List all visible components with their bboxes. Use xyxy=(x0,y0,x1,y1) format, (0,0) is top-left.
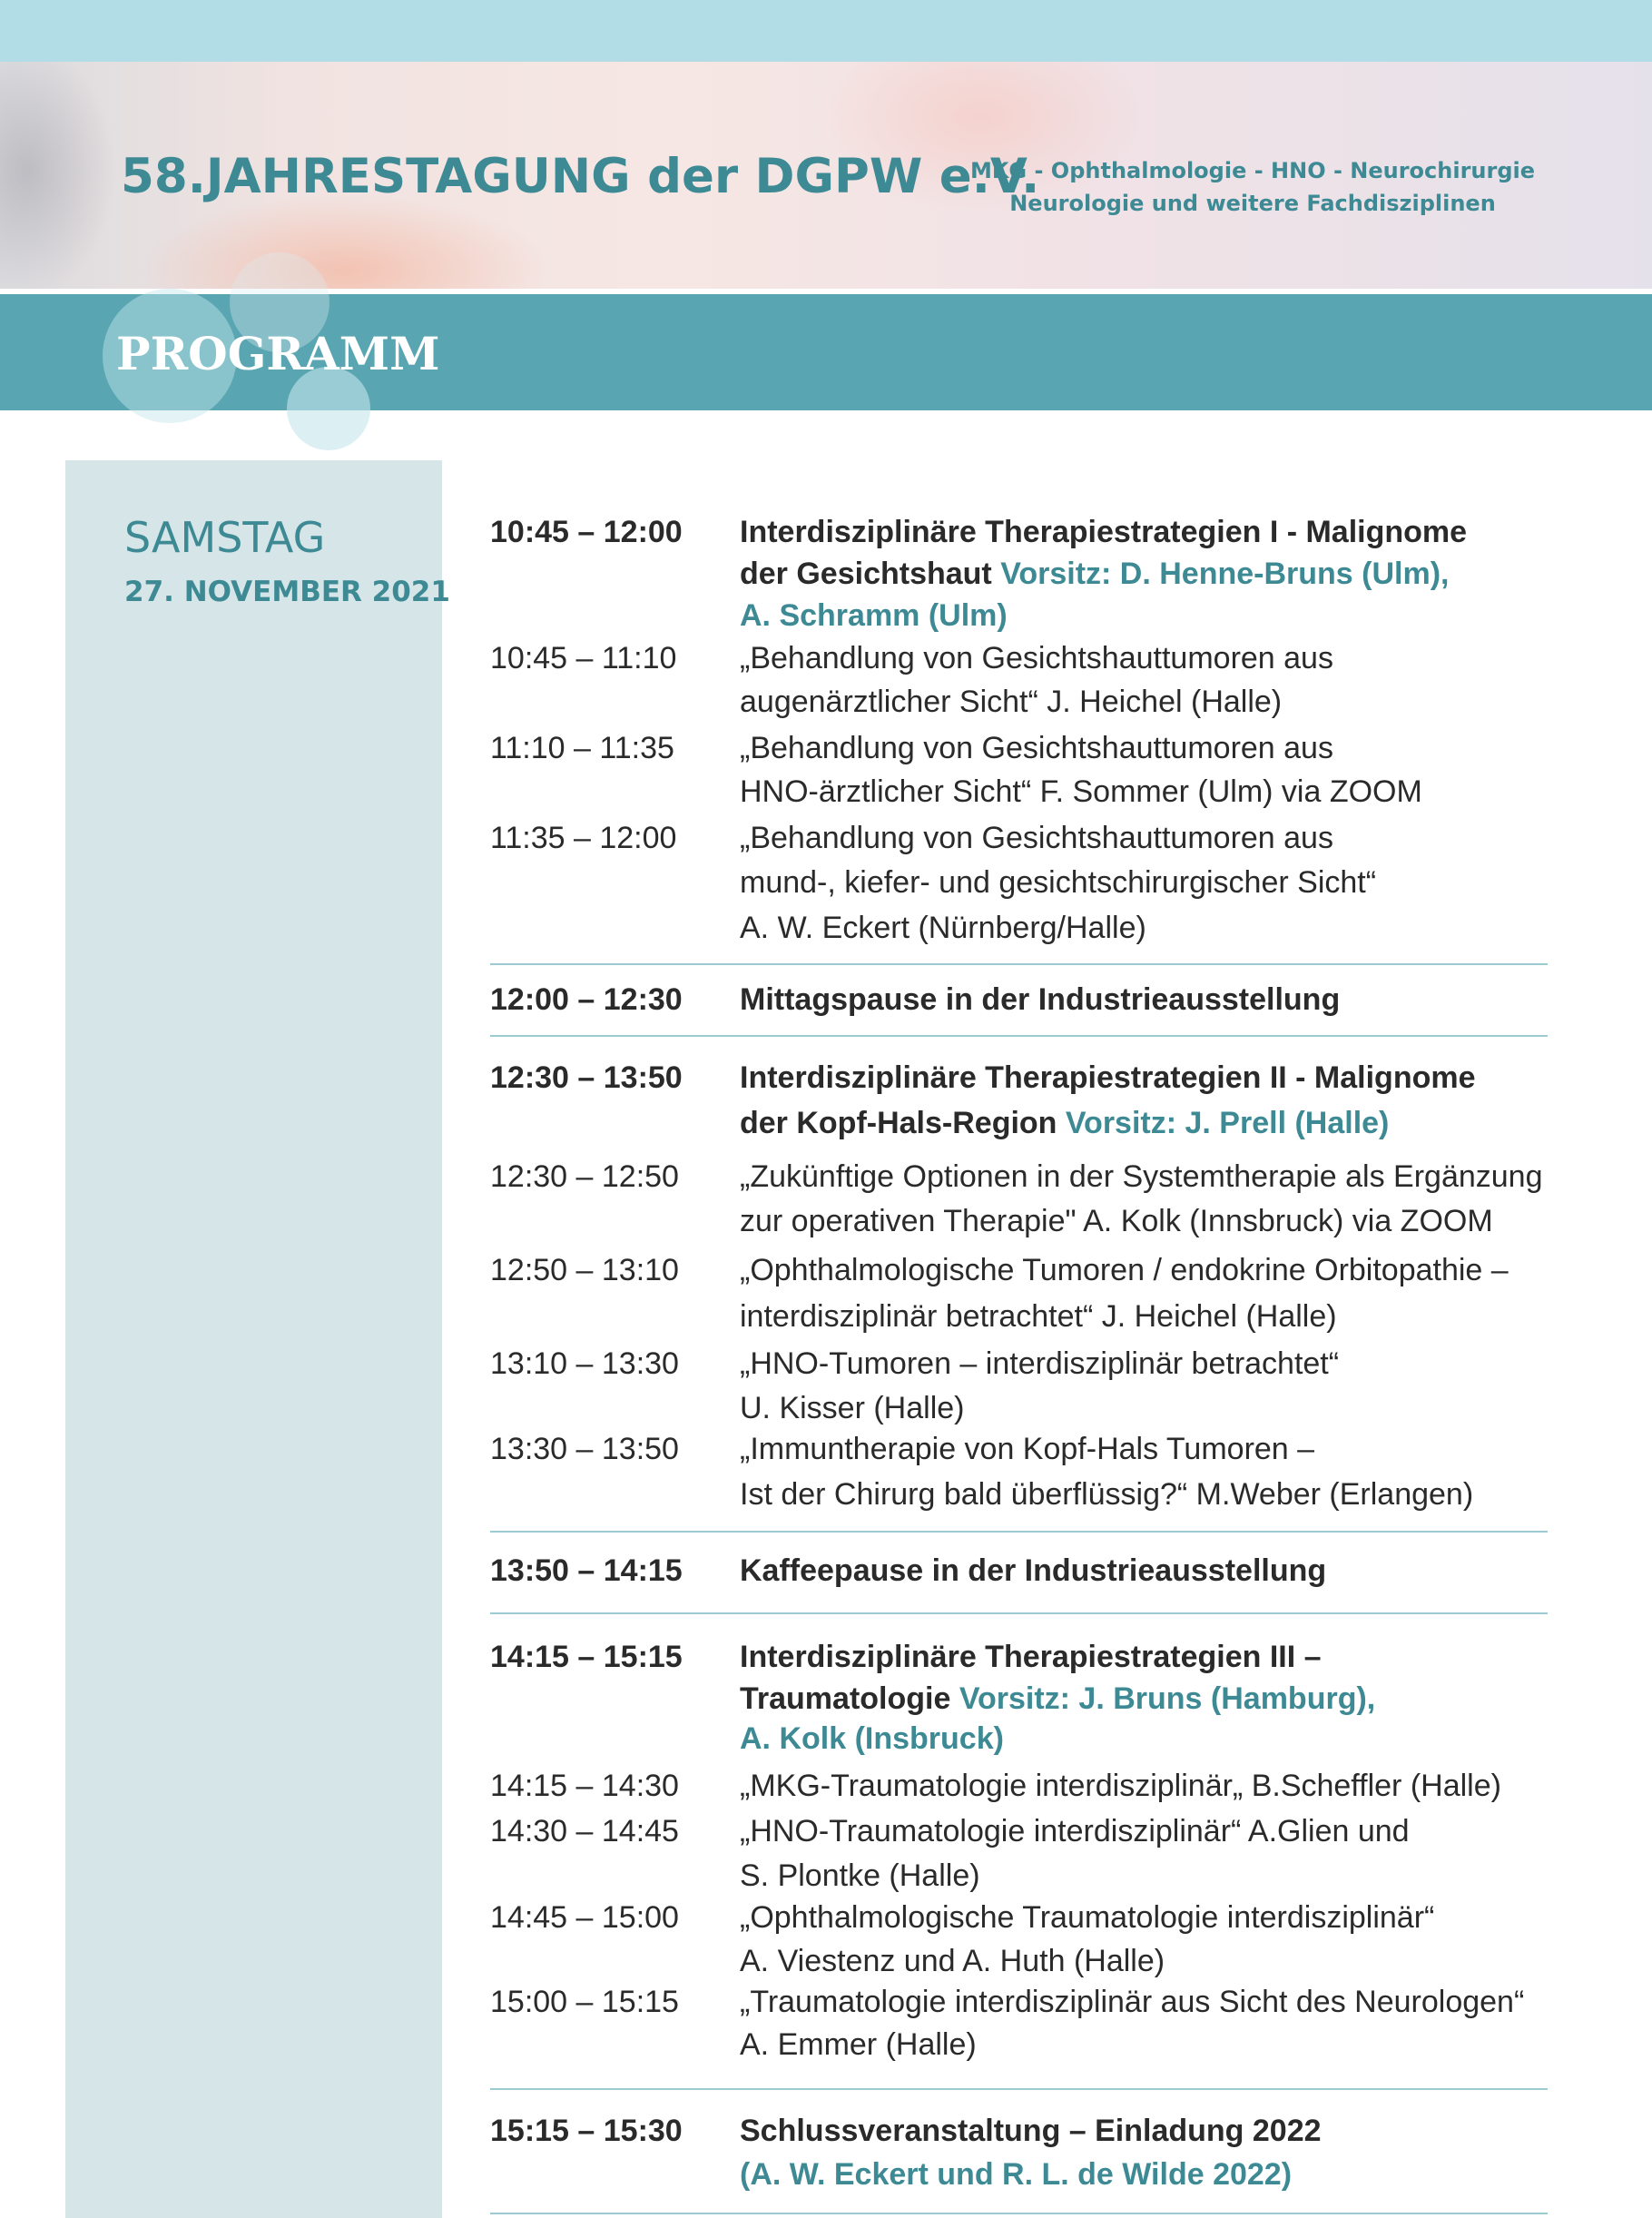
talk-text: „Traumatologie interdisziplinär aus Sicht des Neurologen“ xyxy=(740,1985,1525,2019)
talk-time: 12:30 – 12:50 xyxy=(490,1159,679,1194)
talk-text: A. Emmer (Halle) xyxy=(740,2027,977,2062)
session-chair-cont: A. Schramm (Ulm) xyxy=(740,598,1008,633)
divider xyxy=(490,2213,1548,2214)
talk-text: „Zukünftige Optionen in der Systemtherapie als Ergänzung xyxy=(740,1159,1543,1194)
talk-text: „MKG-Traumatologie interdisziplinär„ B.Scheffler (Halle) xyxy=(740,1769,1501,1803)
divider xyxy=(490,1612,1548,1614)
session-title: Interdisziplinäre Therapiestrategien II - Malignome xyxy=(740,1060,1476,1095)
talk-time: 13:30 – 13:50 xyxy=(490,1432,679,1466)
talk-text: „Ophthalmologische Tumoren / endokrine Orbitopathie – xyxy=(740,1253,1509,1287)
talk-text: interdisziplinär betrachtet“ J. Heichel (Halle) xyxy=(740,1299,1337,1334)
divider xyxy=(490,963,1548,965)
session-title: Schlussveranstaltung – Einladung 2022 xyxy=(740,2114,1322,2148)
talk-text: „Immuntherapie von Kopf-Hals Tumoren – xyxy=(740,1432,1315,1466)
conference-title: 58.JAHRESTAGUNG der DGPW e.V. xyxy=(121,149,1040,204)
talk-text: A. W. Eckert (Nürnberg/Halle) xyxy=(740,911,1146,945)
talk-text: „HNO-Tumoren – interdisziplinär betrachtet“ xyxy=(740,1346,1340,1381)
session-time: 13:50 – 14:15 xyxy=(490,1553,683,1588)
break-title: Mittagspause in der Industrieausstellung xyxy=(740,982,1341,1017)
talk-text: S. Plontke (Halle) xyxy=(740,1858,980,1893)
talk-text: zur operativen Therapie" A. Kolk (Innsbruck) via ZOOM xyxy=(740,1204,1493,1238)
divider xyxy=(490,2088,1548,2090)
talk-text: U. Kisser (Halle) xyxy=(740,1391,965,1425)
talk-time: 14:30 – 14:45 xyxy=(490,1814,679,1848)
break-title: Kaffeepause in der Industrieausstellung xyxy=(740,1553,1327,1588)
section-title: PROGRAMM xyxy=(116,327,440,380)
day-name: SAMSTAG xyxy=(124,513,326,562)
session-time: 10:45 – 12:00 xyxy=(490,515,683,549)
top-strip xyxy=(0,0,1652,62)
session-title: Interdisziplinäre Therapiestrategien III – xyxy=(740,1640,1322,1674)
talk-text: „HNO-Traumatologie interdisziplinär“ A.Glien und xyxy=(740,1814,1410,1848)
talk-text: Ist der Chirurg bald überflüssig?“ M.Weber (Erlangen) xyxy=(740,1477,1474,1512)
talk-time: 13:10 – 13:30 xyxy=(490,1346,679,1381)
talk-time: 14:15 – 14:30 xyxy=(490,1769,679,1803)
talk-text: „Behandlung von Gesichtshauttumoren aus xyxy=(740,731,1333,765)
talk-time: 15:00 – 15:15 xyxy=(490,1985,679,2019)
talk-text: „Behandlung von Gesichtshauttumoren aus xyxy=(740,821,1333,855)
divider xyxy=(490,1035,1548,1037)
session-time: 12:30 – 13:50 xyxy=(490,1060,683,1095)
session-title-line-2: der Gesichtshaut Vorsitz: D. Henne-Bruns (Ulm), xyxy=(740,557,1450,591)
talk-time: 11:35 – 12:00 xyxy=(490,821,677,855)
disciplines-subtitle xyxy=(944,154,1561,220)
session-chair: Vorsitz: J. Bruns (Hamburg), xyxy=(959,1681,1376,1716)
session-title: Interdisziplinäre Therapiestrategien I - Malignome xyxy=(740,515,1468,549)
subtitle-line-1: MKG - Ophthalmologie - HNO - Neurochirurgie xyxy=(969,158,1536,183)
talk-text: „Behandlung von Gesichtshauttumoren aus xyxy=(740,641,1333,675)
session-time: 15:15 – 15:30 xyxy=(490,2114,683,2148)
talk-time: 10:45 – 11:10 xyxy=(490,641,677,675)
talk-time: 11:10 – 11:35 xyxy=(490,731,674,765)
session-title-line-2: Traumatologie Vorsitz: J. Bruns (Hamburg), xyxy=(740,1681,1376,1716)
session-chair: Vorsitz: D. Henne-Bruns (Ulm), xyxy=(1000,557,1450,591)
day-date: 27. NOVEMBER 2021 xyxy=(124,576,450,608)
talk-text: „Ophthalmologische Traumatologie interdisziplinär“ xyxy=(740,1900,1435,1935)
session-chair: (A. W. Eckert und R. L. de Wilde 2022) xyxy=(740,2157,1293,2192)
talk-text: augenärztlicher Sicht“ J. Heichel (Halle) xyxy=(740,685,1283,719)
divider xyxy=(490,1531,1548,1533)
header-banner xyxy=(0,62,1652,289)
talk-text: mund-, kiefer- und gesichtschirurgischer Sicht“ xyxy=(740,865,1377,900)
talk-text: A. Viestenz und A. Huth (Halle) xyxy=(740,1944,1165,1978)
session-chair: Vorsitz: J. Prell (Halle) xyxy=(1065,1106,1390,1140)
day-sidebar xyxy=(65,460,442,2218)
session-chair-cont: A. Kolk (Insbruck) xyxy=(740,1721,1004,1756)
talk-text: HNO-ärztlicher Sicht“ F. Sommer (Ulm) via ZOOM xyxy=(740,774,1422,809)
session-time: 14:15 – 15:15 xyxy=(490,1640,683,1674)
session-time: 12:00 – 12:30 xyxy=(490,982,683,1017)
talk-time: 12:50 – 13:10 xyxy=(490,1253,679,1287)
subtitle-line-2: Neurologie und weitere Fachdisziplinen xyxy=(1009,191,1496,216)
talk-time: 14:45 – 15:00 xyxy=(490,1900,679,1935)
session-title-line-2: der Kopf-Hals-Region Vorsitz: J. Prell (Halle) xyxy=(740,1106,1390,1140)
